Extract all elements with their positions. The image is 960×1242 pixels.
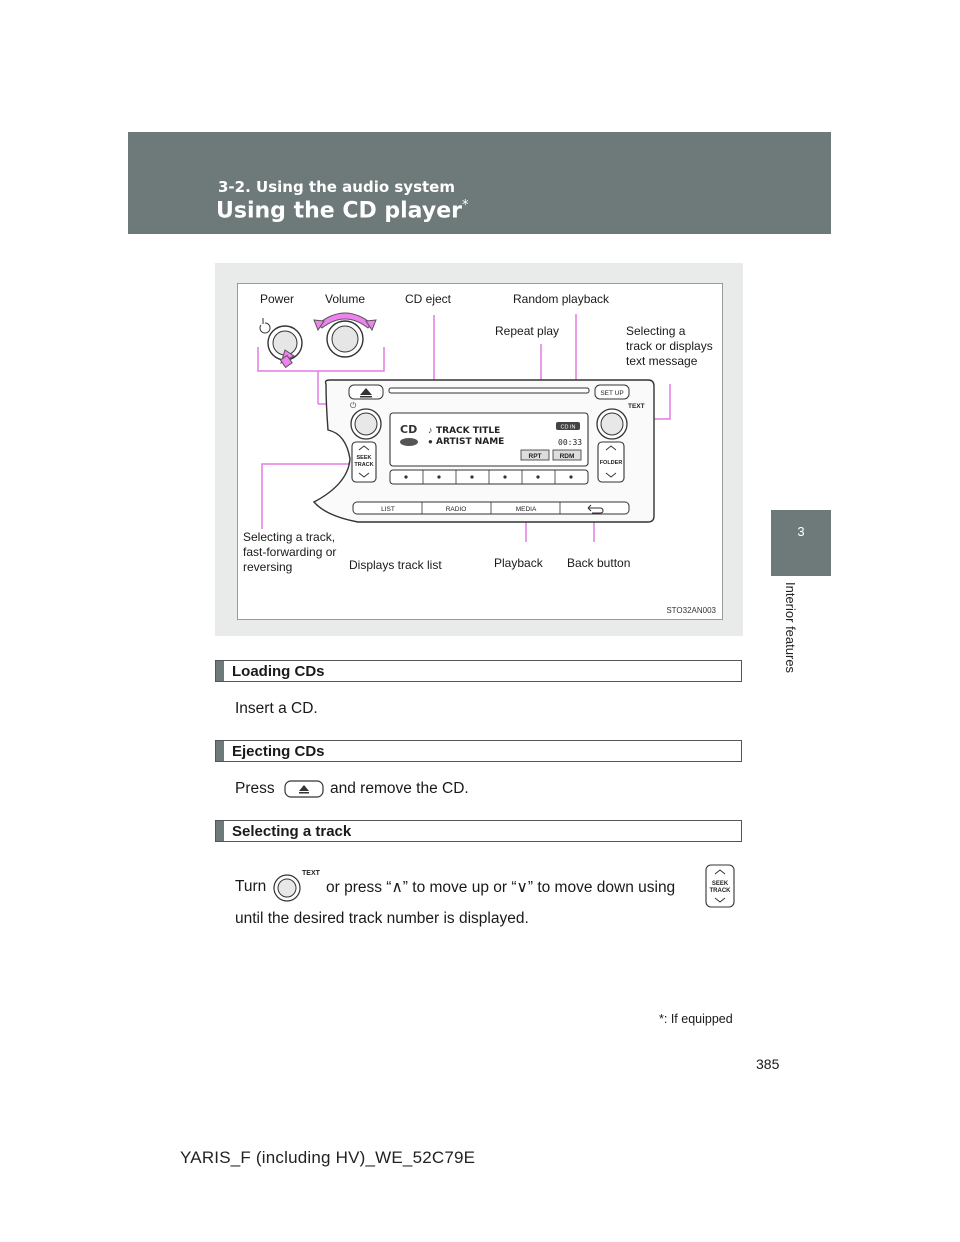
page-title-text: Using the CD player bbox=[216, 198, 462, 224]
radio-label: RADIO bbox=[445, 506, 467, 513]
section-label: 3-2. Using the audio system bbox=[218, 178, 455, 196]
list-label: LIST bbox=[381, 506, 395, 513]
heading-bar bbox=[216, 661, 224, 681]
title-footnote-mark: * bbox=[461, 198, 469, 213]
callout-selecting-track-text: Selecting a track or displays text message bbox=[626, 324, 713, 368]
display-artist-name: ARTIST NAME bbox=[436, 437, 505, 447]
callout-playback: Playback bbox=[494, 556, 543, 570]
footnote-mark: * bbox=[659, 1012, 664, 1026]
chapter-number: 3 bbox=[797, 524, 805, 539]
diagram-panel bbox=[237, 283, 723, 620]
callout-seek-track: Selecting a track, fast-forwarding or reversing bbox=[243, 530, 337, 574]
ejecting-cds-heading: Ejecting CDs bbox=[215, 740, 742, 762]
seek-icon-label: SEEK bbox=[711, 881, 729, 887]
document-code: YARIS_F (including HV)_WE_52C79E bbox=[180, 1148, 476, 1167]
callout-displays-track-list: Displays track list bbox=[349, 558, 442, 572]
volume-knob-detail bbox=[314, 313, 376, 357]
selecting-track-line1: or press “∧” to move up or “∨” to move down using bbox=[326, 879, 676, 896]
heading-bar bbox=[216, 741, 224, 761]
unit-text-label: TEXT bbox=[628, 403, 645, 410]
tune-knob-icon bbox=[272, 866, 318, 906]
callout-cd-eject: CD eject bbox=[405, 292, 452, 306]
page-number: 385 bbox=[756, 1056, 780, 1072]
rpt-label: RPT bbox=[528, 453, 542, 460]
eject-button-icon bbox=[284, 779, 324, 799]
setup-label: SET UP bbox=[600, 390, 624, 397]
footnote-text: : If equipped bbox=[663, 1012, 733, 1026]
chapter-label: Interior features bbox=[783, 582, 798, 674]
footnote bbox=[659, 1012, 733, 1026]
selecting-track-turn: Turn bbox=[235, 878, 267, 895]
music-note-icon: ♪ bbox=[428, 425, 433, 435]
heading-bar bbox=[216, 821, 224, 841]
display-time: 00:33 bbox=[558, 438, 583, 447]
folder-label: FOLDER bbox=[599, 460, 623, 466]
loading-cds-heading: Loading CDs bbox=[215, 660, 742, 682]
cd-slot bbox=[389, 388, 589, 393]
display-cd-logo: CD bbox=[400, 423, 418, 436]
callout-repeat-play: Repeat play bbox=[495, 324, 560, 338]
power-knob-detail bbox=[260, 318, 302, 367]
ejecting-cds-text-after: and remove the CD. bbox=[330, 780, 469, 797]
media-label: MEDIA bbox=[515, 506, 537, 513]
seek-track-button-icon bbox=[703, 864, 737, 908]
page-title bbox=[216, 198, 468, 223]
callout-power: Power bbox=[260, 292, 295, 306]
unit-power-symbol: ⏻ bbox=[350, 401, 357, 410]
callout-random-playback: Random playback bbox=[513, 292, 610, 306]
loading-cds-text: Insert a CD. bbox=[235, 700, 318, 717]
seek-label: SEEK bbox=[356, 455, 372, 461]
tune-knob-text-label: TEXT bbox=[302, 870, 320, 877]
figure-code: STO32AN003 bbox=[666, 606, 716, 615]
ejecting-cds-text-before: Press bbox=[235, 780, 275, 797]
chapter-tab bbox=[771, 510, 831, 576]
track-label: TRACK bbox=[354, 462, 374, 468]
preset-buttons bbox=[390, 470, 588, 484]
track-icon-label: TRACK bbox=[709, 888, 731, 894]
bottom-buttons bbox=[353, 502, 629, 514]
cd-in-label: CD IN bbox=[560, 424, 576, 431]
selecting-track-heading: Selecting a track bbox=[215, 820, 742, 842]
callout-back-button: Back button bbox=[567, 556, 631, 570]
rdm-label: RDM bbox=[559, 453, 575, 460]
display-track-title: TRACK TITLE bbox=[436, 426, 501, 436]
cd-player-diagram bbox=[215, 263, 743, 636]
artist-icon: ● bbox=[428, 437, 433, 446]
callout-volume: Volume bbox=[325, 292, 366, 306]
selecting-track-line2: until the desired track number is displayed. bbox=[235, 910, 529, 927]
header-band bbox=[128, 132, 831, 234]
